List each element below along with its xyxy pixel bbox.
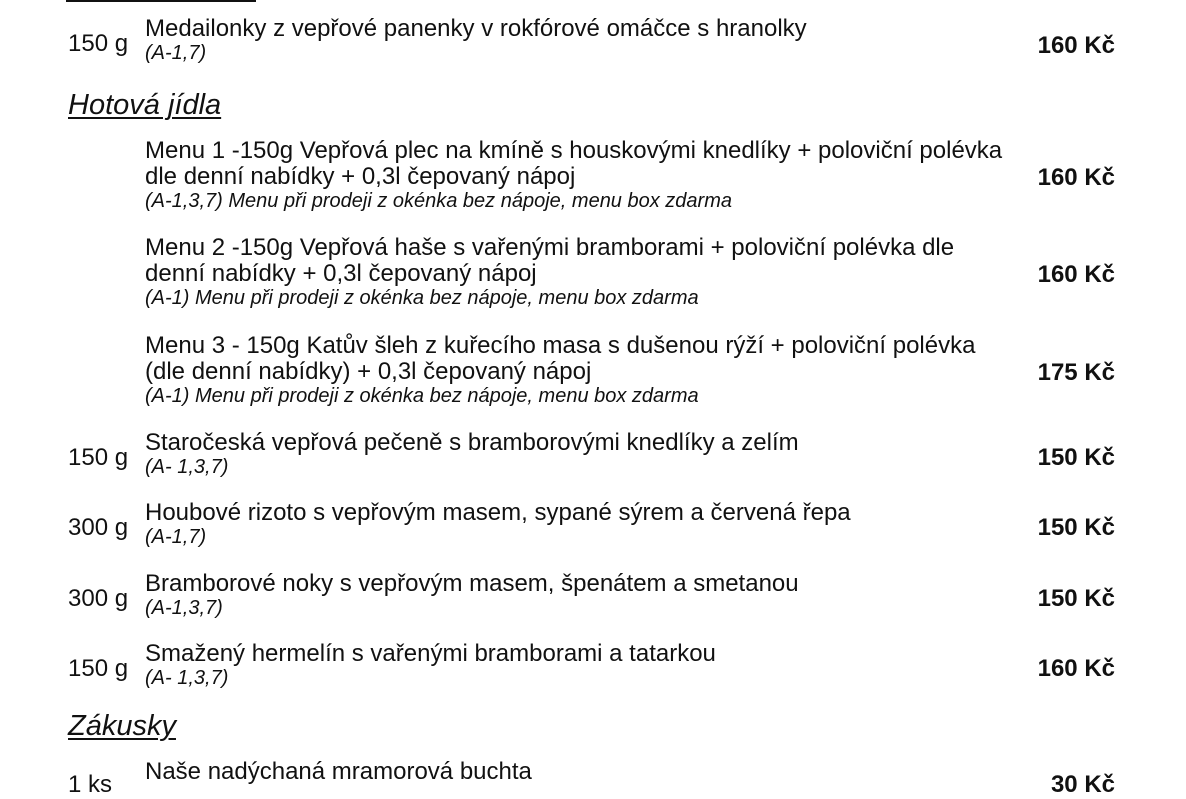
item-allergen: (A-1,7) — [145, 42, 207, 64]
item-name: Bramborové noky s vepřovým masem, špenátem a smetanou — [145, 570, 799, 597]
item-allergen: (A-1) Menu při prodeji z okénka bez nápoje, menu box zdarma — [145, 287, 699, 309]
section-heading-zakusky: Zákusky — [68, 710, 176, 742]
item-description — [145, 759, 1020, 785]
item-allergen: (A- 1,3,7) — [145, 456, 229, 478]
item-description — [145, 138, 1020, 212]
item-weight: 150 g — [68, 444, 129, 471]
item-price: 160 Kč — [1037, 32, 1115, 59]
item-price: 150 Kč — [1037, 585, 1115, 612]
item-allergen: (A-1,7) — [145, 526, 207, 548]
item-price: 160 Kč — [1037, 164, 1115, 191]
item-weight: 1 ks — [68, 771, 113, 798]
item-weight: 150 g — [68, 30, 129, 57]
item-allergen: (A-1,3,7) — [145, 597, 223, 619]
item-price: 160 Kč — [1037, 261, 1115, 288]
top-divider — [66, 0, 256, 2]
section-heading-hotova: Hotová jídla — [68, 89, 222, 121]
item-name: Naše nadýchaná mramorová buchta — [145, 758, 532, 785]
item-name: Staročeská vepřová pečeně s bramborovými knedlíky a zelím — [145, 429, 799, 456]
item-allergen: (A-1,3,7) Menu při prodeji z okénka bez nápoje, menu box zdarma — [145, 190, 732, 212]
item-weight: 150 g — [68, 655, 129, 682]
item-description — [145, 333, 1020, 407]
item-description — [145, 571, 1020, 619]
item-name: Houbové rizoto s vepřovým masem, sypané sýrem a červená řepa — [145, 499, 851, 526]
item-weight: 300 g — [68, 585, 129, 612]
item-price: 175 Kč — [1037, 359, 1115, 386]
item-allergen: (A- 1,3,7) — [145, 667, 229, 689]
item-description — [145, 16, 1020, 64]
item-description — [145, 641, 1020, 689]
item-name: Medailonky z vepřové panenky v rokfórové omáčce s hranolky — [145, 15, 807, 42]
item-name: Menu 1 -150g Vepřová plec na kmíně s houskovými knedlíky + poloviční polévka dle denní nabídky + 0,3l čepovaný nápoj — [145, 137, 1003, 190]
item-name: Menu 2 -150g Vepřová haše s vařenými bramborami + poloviční polévka dle denní nabídky + 0,3l čepovaný nápoj — [145, 234, 955, 287]
item-description — [145, 235, 1020, 309]
item-price: 150 Kč — [1037, 444, 1115, 471]
item-name: Menu 3 - 150g Katův šleh z kuřecího masa s dušenou rýží + poloviční polévka (dle denní nabídky) + 0,3l čepovaný nápoj — [145, 332, 976, 385]
item-name: Smažený hermelín s vařenými bramborami a tatarkou — [145, 640, 716, 667]
item-description — [145, 430, 1020, 478]
item-price: 160 Kč — [1037, 655, 1115, 682]
item-description — [145, 500, 1020, 548]
item-weight: 300 g — [68, 514, 129, 541]
item-allergen: (A-1) Menu při prodeji z okénka bez nápoje, menu box zdarma — [145, 385, 699, 407]
item-price: 30 Kč — [1050, 771, 1115, 798]
item-price: 150 Kč — [1037, 514, 1115, 541]
